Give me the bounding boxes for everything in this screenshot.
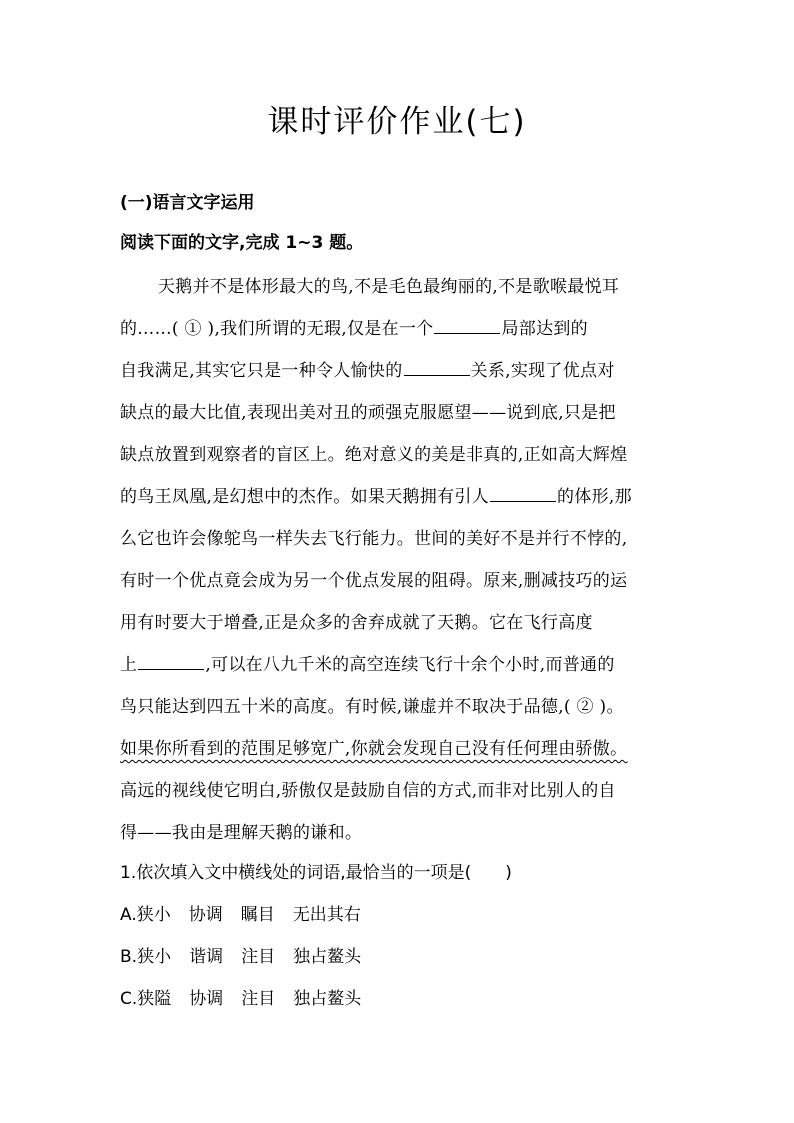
page-title: 课时评价作业(七) bbox=[267, 104, 527, 140]
option-label: B. bbox=[120, 947, 138, 967]
passage-line: 么它也许会像鸵鸟一样失去飞行能力。世间的美好不是并行不悖的, bbox=[120, 529, 628, 549]
passage-line: 用有时要大于增叠,正是众多的舍弃成就了天鹅。它在飞行高度 bbox=[120, 613, 593, 633]
option-word: 狭隘 bbox=[137, 989, 172, 1009]
option-word: 无出其右 bbox=[292, 905, 361, 925]
passage-text: ,可以在八九千米的高空连续飞行十余个小时,而普通的 bbox=[205, 655, 615, 675]
passage-line: 缺点的最大比值,表现出美对丑的顽强克服愿望——说到底,只是把 bbox=[120, 403, 616, 423]
option-c[interactable] bbox=[120, 984, 361, 1009]
passage-text: 的……( ① ),我们所谓的无瑕,仅是在一个 bbox=[120, 319, 434, 339]
passage-line bbox=[120, 650, 615, 675]
passage-text: 关系,实现了优点对 bbox=[470, 361, 615, 381]
option-word: 独占鳌头 bbox=[293, 989, 362, 1009]
passage-text: 局部达到的 bbox=[501, 319, 588, 339]
passage-line: 缺点放置到观察者的盲区上。绝对意义的美是非真的,正如高大辉煌 bbox=[120, 445, 628, 465]
fill-blank bbox=[404, 359, 470, 376]
passage-line: 天鹅并不是体形最大的鸟,不是毛色最绚丽的,不是歌喉最悦耳 bbox=[158, 277, 620, 297]
option-label: C. bbox=[120, 989, 138, 1009]
option-word: 瞩目 bbox=[240, 905, 275, 925]
option-word: 谐调 bbox=[189, 947, 224, 967]
passage-line: 有时一个优点竟会成为另一个优点发展的阻碍。原来,删减技巧的运 bbox=[120, 571, 628, 591]
passage-text: 的体形,那 bbox=[557, 487, 632, 507]
passage-line: 鸟只能达到四五十米的高度。有时候,谦虚并不取决于品德,( ② )。 bbox=[120, 697, 624, 717]
option-word: 注目 bbox=[241, 989, 276, 1009]
passage-text: 自我满足,其实它只是一种令人愉快的 bbox=[120, 361, 403, 381]
passage-text: 上 bbox=[120, 655, 138, 675]
passage-line: 得——我由是理解天鹅的谦和。 bbox=[120, 823, 363, 843]
question-1: 1.依次填入文中横线处的词语,最恰当的一项是( ) bbox=[120, 863, 512, 883]
option-word: 协调 bbox=[189, 989, 224, 1009]
option-b[interactable] bbox=[120, 942, 361, 967]
option-word: 协调 bbox=[188, 905, 223, 925]
option-a[interactable] bbox=[120, 900, 361, 925]
option-word: 狭小 bbox=[136, 905, 171, 925]
section-heading: (一)语言文字运用 bbox=[120, 193, 255, 213]
passage-line: 高远的视线使它明白,骄傲仅是鼓励自信的方式,而非对比别人的自 bbox=[120, 781, 616, 801]
fill-blank bbox=[434, 317, 500, 334]
passage-text: 的鸟王凤凰,是幻想中的杰作。如果天鹅拥有引人 bbox=[120, 487, 490, 507]
option-word: 狭小 bbox=[137, 947, 172, 967]
option-word: 注目 bbox=[241, 947, 276, 967]
fill-blank bbox=[490, 485, 556, 502]
passage-line-underlined: 如果你所看到的范围足够宽广,你就会发现自己没有任何理由骄傲。 bbox=[120, 739, 628, 759]
passage-line bbox=[120, 482, 632, 507]
instruction: 阅读下面的文字,完成 1~3 题。 bbox=[120, 233, 364, 253]
option-word: 独占鳌头 bbox=[293, 947, 362, 967]
passage-line bbox=[120, 356, 615, 381]
passage-line bbox=[120, 314, 588, 339]
fill-blank bbox=[138, 653, 204, 670]
option-label: A. bbox=[120, 905, 137, 925]
